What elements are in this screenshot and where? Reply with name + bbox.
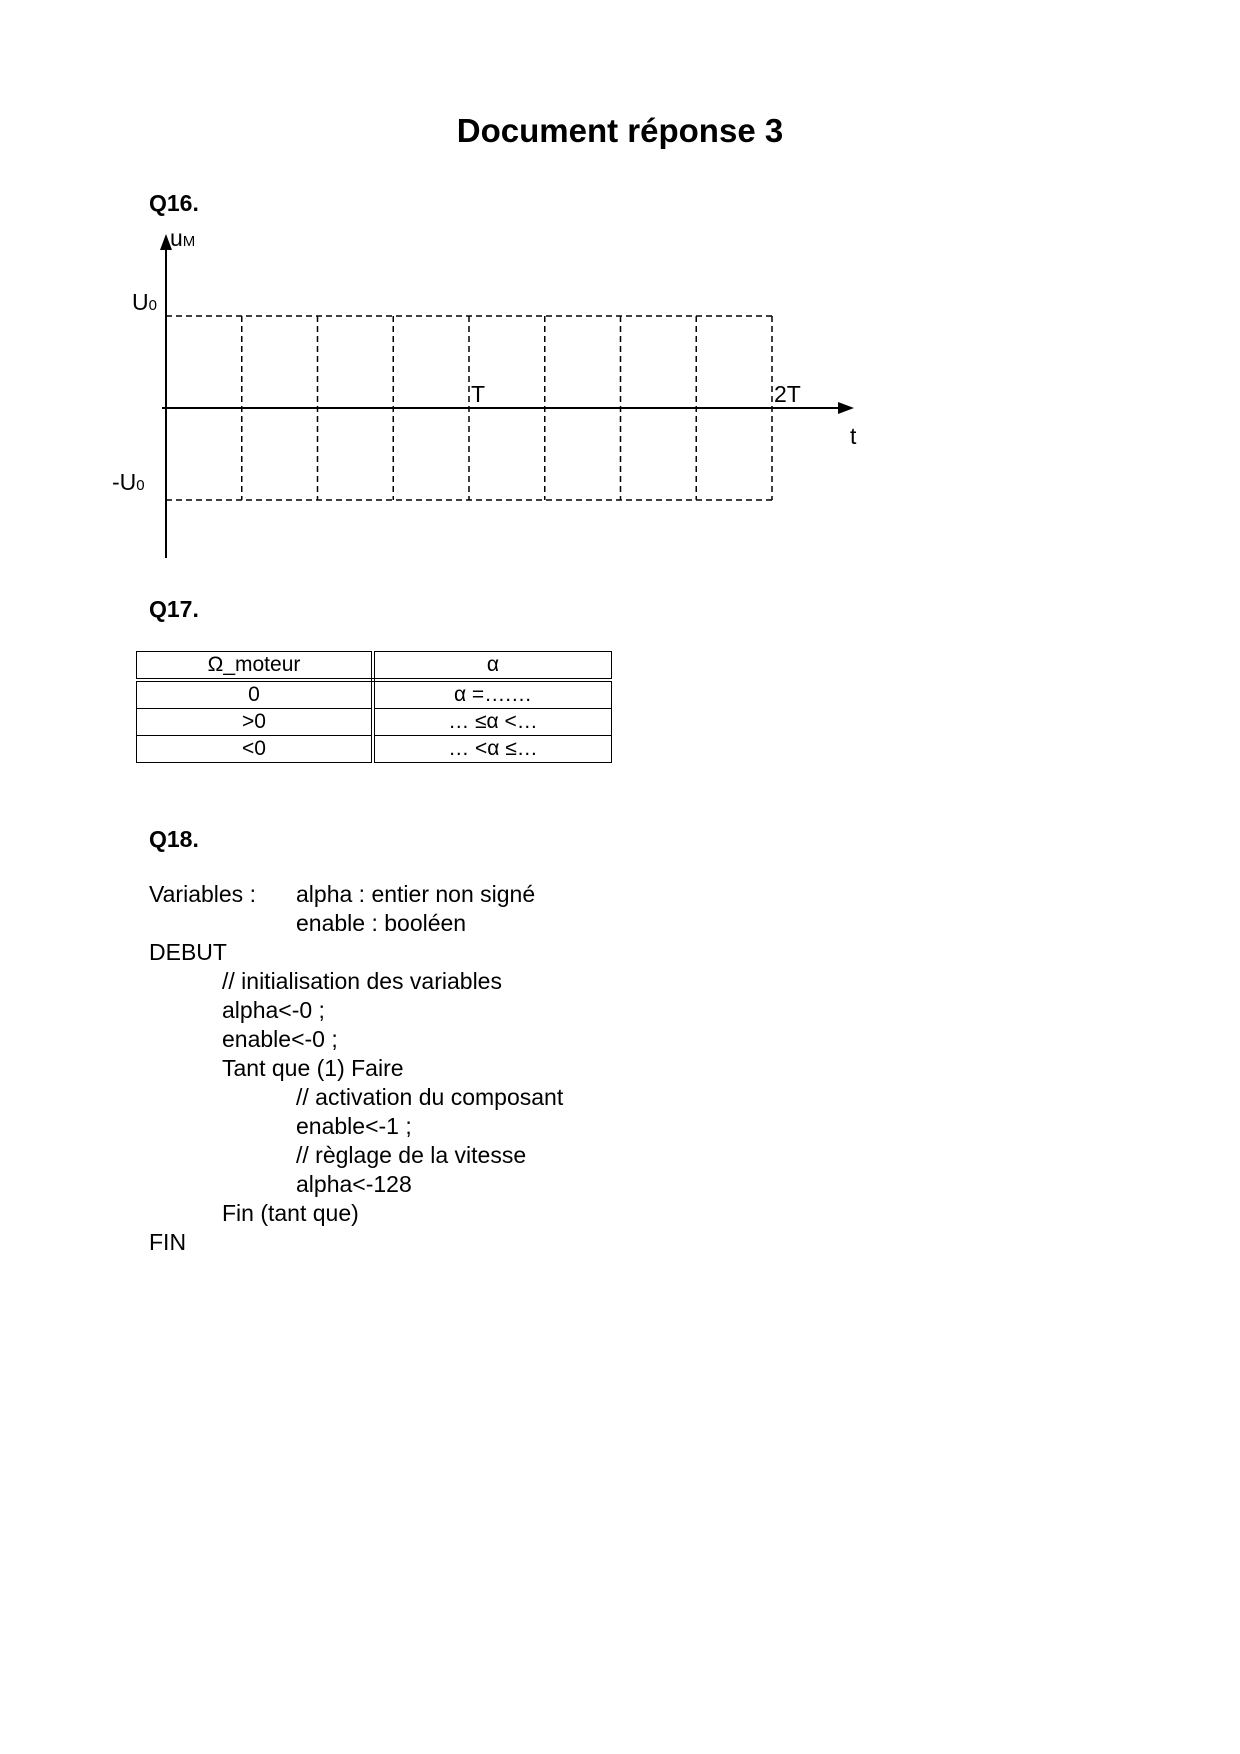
q16-chart (100, 228, 880, 568)
code-line-variables (149, 880, 563, 909)
chart-labels (112, 228, 857, 495)
code-debut: DEBUT (149, 939, 227, 965)
page-title: Document réponse 3 (456, 112, 784, 149)
x-tick-label: 2T (774, 381, 801, 407)
code-line: Tant que (1) Faire (222, 1055, 404, 1081)
variable-alpha: alpha : entier non signé (296, 881, 536, 907)
x-tick-label: T (471, 381, 486, 407)
y-tick-label: U0 (132, 289, 157, 315)
question-q17-label: Q17. (149, 596, 199, 622)
table-row (137, 680, 612, 709)
code-line: Fin (tant que) (222, 1200, 359, 1226)
q18-pseudocode (149, 880, 563, 1257)
x-axis-label: t (850, 423, 857, 449)
question-q16-label: Q16. (149, 190, 199, 216)
table-cell: 0 (137, 680, 374, 709)
table-cell: <0 (137, 736, 374, 763)
table-cell: >0 (137, 709, 374, 736)
table-header-row (137, 652, 612, 681)
code-line: enable<-1 ; (296, 1113, 412, 1139)
chart-axes (160, 234, 854, 558)
q17-table (136, 651, 612, 763)
y-axis-label: uM (170, 228, 196, 251)
code-line: // activation du composant (296, 1084, 564, 1110)
code-line: enable<-0 ; (222, 1026, 338, 1052)
table-row (137, 736, 612, 763)
table-row (137, 709, 612, 736)
table-cell[interactable]: … <α ≤… (373, 736, 612, 763)
variables-label: Variables : (149, 881, 256, 907)
code-line: alpha<-0 ; (222, 997, 325, 1023)
code-line: // règlage de la vitesse (296, 1142, 527, 1168)
header-alpha: α (373, 652, 612, 681)
x-axis-arrow (838, 402, 854, 414)
header-omega-moteur: Ω_moteur (137, 652, 374, 681)
variable-enable: enable : booléen (296, 910, 467, 936)
code-line: // initialisation des variables (222, 968, 502, 994)
code-line: alpha<-128 (296, 1171, 412, 1197)
table-cell[interactable]: … ≤α <… (373, 709, 612, 736)
question-q18-label: Q18. (149, 826, 199, 852)
code-fin: FIN (149, 1229, 187, 1255)
y-tick-label: -U0 (112, 469, 145, 495)
table-cell[interactable]: α =….… (373, 680, 612, 709)
